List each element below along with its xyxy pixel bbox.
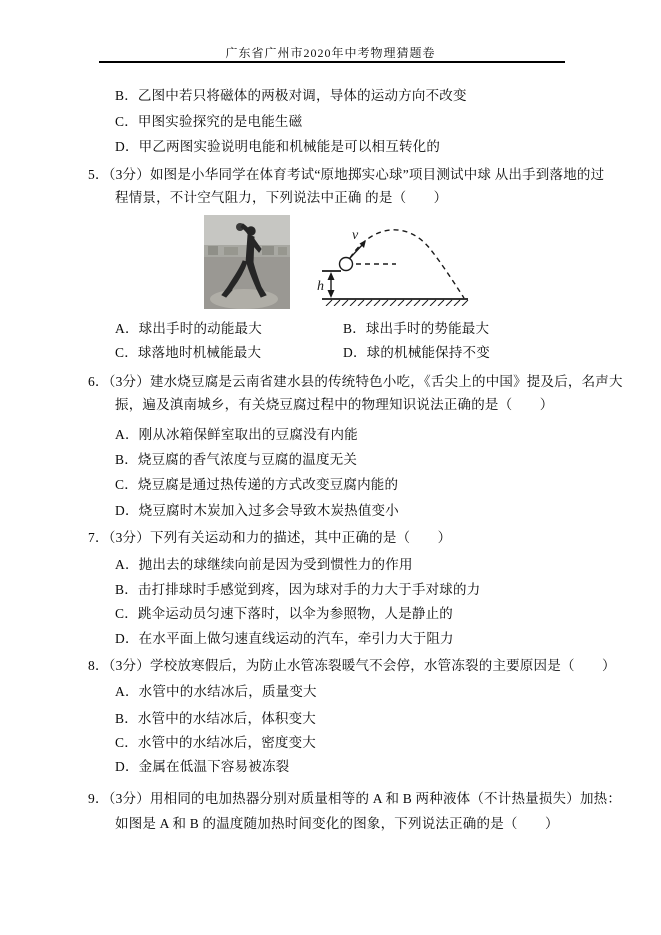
question-6-stem-line-2: 振，遍及滇南城乡，有关烧豆腐过程中的物理知识说法正确的是（ ） — [115, 397, 554, 412]
question-5-stem-line-1: 5．（3分）如图是小华同学在体育考试“原地掷实心球”项目测试中球 从出手到落地的过 — [88, 167, 605, 182]
option-7c: C．跳伞运动员匀速下落时，以伞为参照物，人是静止的 — [115, 606, 454, 621]
throwing-ball-photo — [204, 215, 290, 309]
ball-icon — [340, 258, 353, 271]
option-4b: B．乙图中若只将磁体的两极对调，导体的运动方向不改变 — [115, 88, 467, 103]
option-8b: B．水管中的水结冰后，体积变大 — [115, 711, 317, 726]
option-6b: B．烧豆腐的香气浓度与豆腐的温度无关 — [115, 452, 358, 467]
trajectory-diagram — [314, 220, 474, 306]
option-7b: B．击打排球时手感觉到疼，因为球对手的力大于手对球的力 — [115, 582, 481, 597]
option-4c: C．甲图实验探究的是电能生磁 — [115, 114, 303, 129]
option-8a: A．水管中的水结冰后，质量变大 — [115, 684, 317, 699]
height-label: h — [317, 279, 324, 294]
option-5c: C．球落地时机械能最大 — [115, 345, 262, 360]
option-7a: A．抛出去的球继续向前是因为受到惯性力的作用 — [115, 557, 413, 572]
option-8c: C．水管中的水结冰后，密度变大 — [115, 735, 317, 750]
header-divider — [99, 61, 565, 63]
option-6d: D．烧豆腐时木炭加入过多会导致木炭热值变小 — [115, 503, 399, 518]
option-5d: D．球的机械能保持不变 — [343, 345, 490, 360]
question-9-stem-line-1: 9．（3分）用相同的电加热器分别对质量相等的 A 和 B 两种液体（不计热量损失）加热： — [88, 791, 622, 806]
option-7d: D．在水平面上做匀速直线运动的汽车，牵引力大于阻力 — [115, 631, 454, 646]
option-4d: D．甲乙两图实验说明电能和机械能是可以相互转化的 — [115, 139, 441, 154]
option-6a: A．刚从冰箱保鲜室取出的豆腐没有内能 — [115, 427, 358, 442]
option-6c: C．烧豆腐是通过热传递的方式改变豆腐内能的 — [115, 477, 399, 492]
page-header-title: 广东省广州市2020年中考物理猜题卷 — [225, 46, 436, 60]
question-9-stem-line-2: 如图是 A 和 B 的温度随加热时间变化的图象，下列说法正确的是（ ） — [115, 816, 559, 831]
option-5a: A．球出手时的动能最大 — [115, 321, 262, 336]
question-7-stem-line-1: 7．（3分）下列有关运动和力的描述，其中正确的是（ ） — [88, 530, 452, 545]
question-6-stem-line-1: 6．（3分）建水烧豆腐是云南省建水县的传统特色小吃，《舌尖上的中国》提及后，名声大 — [88, 374, 623, 389]
question-5-stem-line-2: 程情景，不计空气阻力，下列说法中正确 的是（ ） — [115, 190, 448, 205]
velocity-label: v — [352, 228, 359, 243]
option-5b: B．球出手时的势能最大 — [343, 321, 490, 336]
ground-hatching — [326, 300, 468, 306]
question-8-stem-line-1: 8．（3分）学校放寒假后，为防止水管冻裂暖气不会停，水管冻裂的主要原因是（ ） — [88, 658, 616, 673]
option-8d: D．金属在低温下容易被冻裂 — [115, 759, 290, 774]
